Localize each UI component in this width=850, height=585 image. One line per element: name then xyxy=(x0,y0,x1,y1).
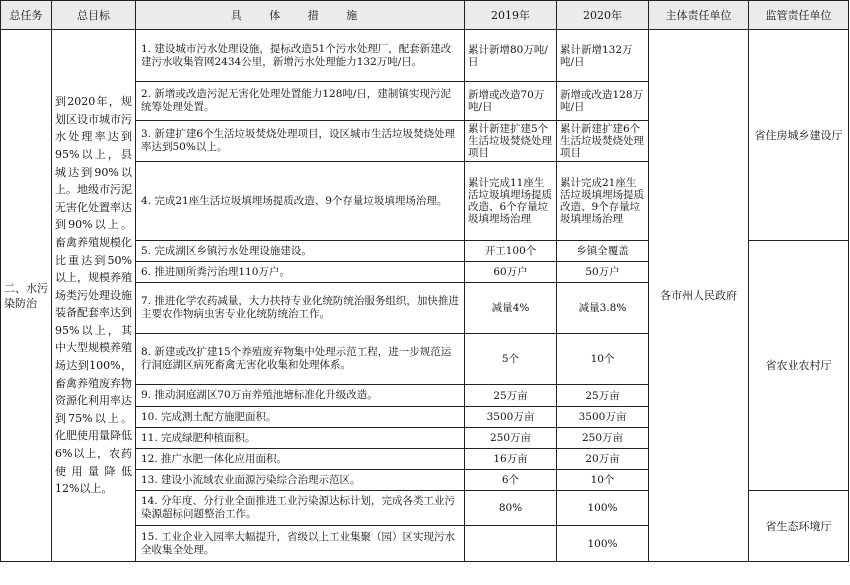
value-2019: 累计新建扩建5个生活垃圾焚烧处理项目 xyxy=(465,121,557,162)
value-2019: 80% xyxy=(465,491,557,526)
header-responsible: 主体责任单位 xyxy=(649,1,749,30)
value-2019: 开工100个 xyxy=(465,241,557,262)
header-row xyxy=(1,1,849,30)
value-2019: 新增或改造70万吨/日 xyxy=(465,82,557,121)
supervisor-agriculture: 省农业农村厅 xyxy=(749,241,849,491)
measure-cell: 14. 分年度、分行业全面推进工业污染源达标计划，完成各类工业污染源超标问题整治工作。 xyxy=(136,491,465,526)
measure-cell: 2. 新增或改造污泥无害化处理处置能力128吨/日，建制镇实现污泥统筹处理处置。 xyxy=(136,82,465,121)
header-task: 总任务 xyxy=(1,1,52,30)
value-2020: 250万亩 xyxy=(557,428,649,449)
measure-cell: 5. 完成湖区乡镇污水处理设施建设。 xyxy=(136,241,465,262)
value-2020: 新增或改造128万吨/日 xyxy=(557,82,649,121)
measure-cell: 4. 完成21座生活垃圾填埋场提质改造、9个存量垃圾填埋场治理。 xyxy=(136,162,465,241)
value-2020: 100% xyxy=(557,526,649,562)
measure-cell: 6. 推进厕所粪污治理110万户。 xyxy=(136,262,465,283)
value-2020: 累计完成21座生活垃圾填埋场提质改造、9个存量垃圾填埋场治理 xyxy=(557,162,649,241)
measure-cell: 10. 完成测土配方施肥面积。 xyxy=(136,407,465,428)
value-2020: 20万亩 xyxy=(557,449,649,470)
value-2019: 减量4% xyxy=(465,283,557,334)
task-cell: 二、水污染防治 xyxy=(1,30,52,562)
value-2020: 50万户 xyxy=(557,262,649,283)
value-2020: 100% xyxy=(557,491,649,526)
value-2019: 3500万亩 xyxy=(465,407,557,428)
value-2019: 25万亩 xyxy=(465,385,557,407)
value-2019: 5个 xyxy=(465,334,557,385)
measure-cell: 15. 工业企业入园率大幅提升，省级以上工业集聚（园）区实现污水全收集全处理。 xyxy=(136,526,465,562)
responsible-cell: 各市州人民政府 xyxy=(649,30,749,562)
supervisor-housing: 省住房城乡建设厅 xyxy=(749,30,849,241)
measure-cell: 3. 新建扩建6个生活垃圾焚烧处理项目，设区城市生活垃圾焚烧处理率达到50%以上。 xyxy=(136,121,465,162)
value-2020: 25万亩 xyxy=(557,385,649,407)
header-goal: 总目标 xyxy=(52,1,136,30)
measure-cell: 8. 新建或改扩建15个养殖废弃物集中处理示范工程，进一步规范运行洞庭湖区病死畜禽无害化收集和处理体系。 xyxy=(136,334,465,385)
measure-cell: 11. 完成绿肥种植面积。 xyxy=(136,428,465,449)
value-2020: 乡镇全覆盖 xyxy=(557,241,649,262)
goal-cell: 到2020年，规划区设市城市污水处理率达到95%以上，县城达到90%以上。地级市污泥无害化处置率达到90%以上。畜禽养殖规模化比重达到50%以上，规模养殖场类污处理设施装备配套率达到95%以上，其中大型规模养殖场达到100%，畜禽养殖废弃物资源化利用率达到75%以上。化肥使用量降低6%以上，农药使用量降低12%以上。 xyxy=(52,30,136,562)
measure-cell: 13. 建设小流域农业面源污染综合治理示范区。 xyxy=(136,470,465,491)
value-2020: 10个 xyxy=(557,334,649,385)
table-row xyxy=(1,30,849,82)
header-measures: 具 体 措 施 xyxy=(136,1,465,30)
header-2019: 2019年 xyxy=(465,1,557,30)
value-2019: 累计新增80万吨/日 xyxy=(465,30,557,82)
value-2020: 3500万亩 xyxy=(557,407,649,428)
value-2020: 减量3.8% xyxy=(557,283,649,334)
value-2019: 250万亩 xyxy=(465,428,557,449)
measure-cell: 9. 推动洞庭湖区70万亩养殖池塘标准化升级改造。 xyxy=(136,385,465,407)
value-2020: 累计新建扩建6个生活垃圾焚烧处理项目 xyxy=(557,121,649,162)
header-supervisor: 监管责任单位 xyxy=(749,1,849,30)
header-2020: 2020年 xyxy=(557,1,649,30)
value-2019: 60万户 xyxy=(465,262,557,283)
value-2019: 累计完成11座生活垃圾填埋场提质改造、6个存量垃圾填埋场治理 xyxy=(465,162,557,241)
measure-cell: 12. 推广水肥一体化应用面积。 xyxy=(136,449,465,470)
value-2020: 累计新增132万吨/日 xyxy=(557,30,649,82)
value-2019: 16万亩 xyxy=(465,449,557,470)
value-2019 xyxy=(465,526,557,562)
measure-cell: 7. 推进化学农药减量，大力扶持专业化统防统治服务组织，加快推进主要农作物病虫害专业化统防统治工作。 xyxy=(136,283,465,334)
value-2020: 10个 xyxy=(557,470,649,491)
supervisor-environment: 省生态环境厅 xyxy=(749,491,849,562)
measure-cell: 1. 建设城市污水处理设施，提标改造51个污水处理厂，配套新建改建污水收集管网2434公里，新增污水处理能力132万吨/日。 xyxy=(136,30,465,82)
value-2019: 6个 xyxy=(465,470,557,491)
